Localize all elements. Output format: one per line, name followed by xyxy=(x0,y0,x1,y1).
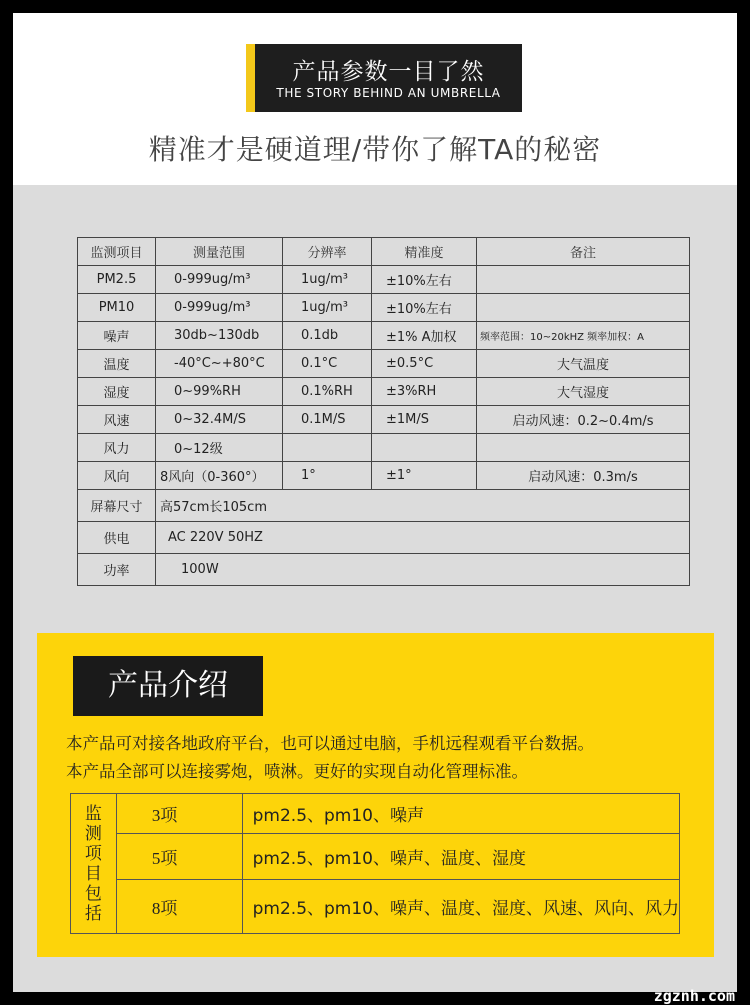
spec-cell: 0~32.4M/S xyxy=(156,406,283,434)
spec-cell: 风向 xyxy=(78,462,156,490)
monitor-items: pm2.5、pm10、噪声、温度、湿度 xyxy=(242,834,679,880)
monitor-row xyxy=(71,880,680,934)
monitor-items: pm2.5、pm10、噪声 xyxy=(242,794,679,834)
spec-cell: ±10%左右 xyxy=(372,266,477,294)
spec-header-cell: 监测项目 xyxy=(78,238,156,266)
spec-cell: 屏幕尺寸 xyxy=(78,490,156,522)
spec-cell: ±3%RH xyxy=(372,378,477,406)
page-frame xyxy=(13,13,737,992)
monitor-header-text: 监测项目包括 xyxy=(84,803,102,924)
spec-header-cell: 精准度 xyxy=(372,238,477,266)
spec-cell: 大气温度 xyxy=(477,350,690,378)
spec-cell: 0.1°C xyxy=(283,350,372,378)
spec-row xyxy=(78,462,690,490)
spec-cell: 0-999ug/m³ xyxy=(156,266,283,294)
title-en: THE STORY BEHIND AN UMBRELLA xyxy=(276,86,501,100)
spec-cell: 启动风速：0.2~0.4m/s xyxy=(477,406,690,434)
spec-cell: ±1% A加权 xyxy=(372,322,477,350)
spec-cell: 8风向（0-360°） xyxy=(156,462,283,490)
spec-cell: 0~99%RH xyxy=(156,378,283,406)
spec-cell: 0~12级 xyxy=(156,434,283,462)
spec-row xyxy=(78,266,690,294)
spec-header-cell: 分辨率 xyxy=(283,238,372,266)
spec-cell: 0.1M/S xyxy=(283,406,372,434)
spec-row xyxy=(78,434,690,462)
monitor-count: 5项 xyxy=(116,834,242,880)
spec-header-row xyxy=(78,238,690,266)
spec-cell: 启动风速：0.3m/s xyxy=(477,462,690,490)
spec-header-cell: 测量范围 xyxy=(156,238,283,266)
spec-cell: 100W xyxy=(156,554,690,586)
spec-cell: ±10%左右 xyxy=(372,294,477,322)
spec-cell: 1ug/m³ xyxy=(283,294,372,322)
subtitle: 精准才是硬道理/带你了解TA的秘密 xyxy=(148,133,602,166)
spec-extra-row xyxy=(78,522,690,554)
title-cn: 产品参数一目了然 xyxy=(292,59,485,85)
spec-row xyxy=(78,294,690,322)
spec-cell: -40°C~+80°C xyxy=(156,350,283,378)
monitor-row xyxy=(71,834,680,880)
spec-cell: AC 220V 50HZ xyxy=(156,522,690,554)
spec-cell: ±1° xyxy=(372,462,477,490)
header-section xyxy=(13,13,737,185)
spec-cell: 噪声 xyxy=(78,322,156,350)
spec-cell: ±0.5°C xyxy=(372,350,477,378)
spec-cell: 风力 xyxy=(78,434,156,462)
spec-cell: ±1M/S xyxy=(372,406,477,434)
title-banner xyxy=(246,44,522,112)
spec-row xyxy=(78,322,690,350)
spec-cell: 1ug/m³ xyxy=(283,266,372,294)
intro-line-1: 本产品可对接各地政府平台，也可以通过电脑，手机远程观看平台数据。 xyxy=(66,734,594,753)
spec-cell: 风速 xyxy=(78,406,156,434)
spec-header-cell: 备注 xyxy=(477,238,690,266)
spec-cell xyxy=(283,434,372,462)
spec-cell: 功率 xyxy=(78,554,156,586)
title-accent-bar xyxy=(246,44,255,112)
intro-section xyxy=(37,633,714,957)
spec-cell: 0.1db xyxy=(283,322,372,350)
spec-cell: PM2.5 xyxy=(78,266,156,294)
spec-cell: 30db~130db xyxy=(156,322,283,350)
monitor-count: 3项 xyxy=(116,794,242,834)
spec-cell: 湿度 xyxy=(78,378,156,406)
monitor-table xyxy=(70,793,680,934)
monitor-header xyxy=(71,794,117,934)
spec-cell: 频率范围：10~20kHZ 频率加权：A xyxy=(477,322,690,350)
spec-extra-row xyxy=(78,490,690,522)
spec-cell xyxy=(477,434,690,462)
spec-row xyxy=(78,406,690,434)
spec-cell: PM10 xyxy=(78,294,156,322)
spec-cell: 0-999ug/m³ xyxy=(156,294,283,322)
spec-cell: 供电 xyxy=(78,522,156,554)
watermark: zgznh.com xyxy=(653,987,735,1005)
spec-cell: 1° xyxy=(283,462,372,490)
intro-tag: 产品介绍 xyxy=(73,656,263,716)
spec-cell: 大气湿度 xyxy=(477,378,690,406)
spec-cell: 0.1%RH xyxy=(283,378,372,406)
spec-cell: 温度 xyxy=(78,350,156,378)
intro-line-2: 本产品全部可以连接雾炮，喷淋。更好的实现自动化管理标准。 xyxy=(66,762,528,781)
monitor-row xyxy=(71,794,680,834)
spec-cell: 高57cm长105cm xyxy=(156,490,690,522)
monitor-items: pm2.5、pm10、噪声、温度、湿度、风速、风向、风力 xyxy=(242,880,679,934)
spec-row xyxy=(78,378,690,406)
spec-cell xyxy=(477,294,690,322)
spec-cell xyxy=(372,434,477,462)
spec-row xyxy=(78,350,690,378)
spec-table xyxy=(77,237,690,586)
spec-extra-row xyxy=(78,554,690,586)
monitor-count: 8项 xyxy=(116,880,242,934)
spec-cell xyxy=(477,266,690,294)
